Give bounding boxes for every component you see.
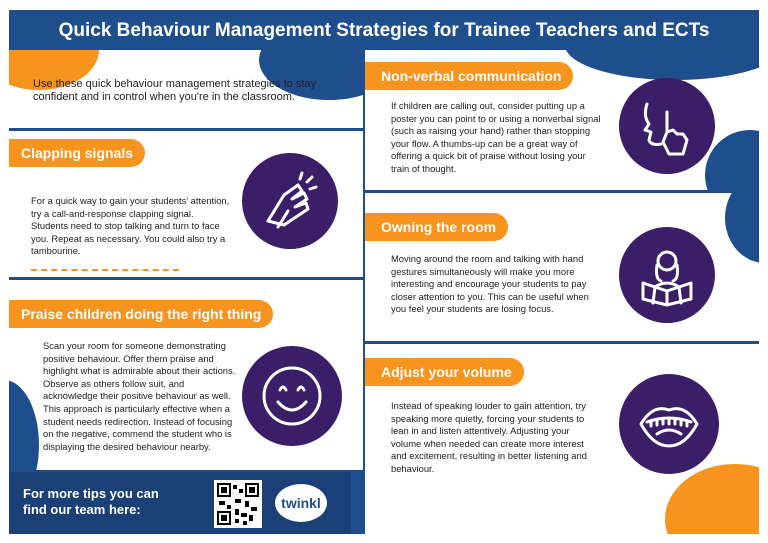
volume-panel	[365, 344, 759, 534]
hush-finger-icon	[619, 78, 715, 174]
decor-blob	[565, 50, 759, 80]
page-title: Quick Behaviour Management Strategies for Trainee Teachers and ECTs	[58, 20, 710, 41]
praise-panel	[9, 280, 363, 470]
volume-body: Instead of speaking louder to gain attention, try speaking more quietly, forcing your students to lean in and listen attentively. Adjusting your volume when needed can create more interest and excitement, resulting in better listening and behaviour.	[391, 400, 587, 474]
footer	[9, 472, 351, 534]
open-mouth-icon	[619, 374, 719, 474]
qr-code[interactable]	[214, 480, 262, 528]
nonverbal-panel	[365, 50, 759, 190]
decor-blob	[665, 464, 759, 534]
volume-heading: Adjust your volume	[365, 358, 524, 386]
owning-panel	[365, 193, 759, 341]
logo-text: twinkl	[281, 495, 321, 511]
owning-body: Moving around the room and talking with hand gestures simultaneously will make you more interesting and encourage your students to pay closer attention to you. This can be useful when you feel your students are losing focus.	[391, 253, 589, 315]
clapping-hands-icon	[242, 153, 338, 249]
dashed-divider	[31, 269, 179, 271]
intro-panel	[9, 50, 363, 128]
poster-frame	[9, 10, 759, 534]
twinkl-logo	[275, 484, 327, 522]
clapping-panel	[9, 131, 363, 277]
owning-heading: Owning the room	[365, 213, 508, 241]
praise-heading: Praise children doing the right thing	[9, 300, 273, 328]
footer-text: For more tips you can find our team here:	[23, 486, 159, 517]
clapping-body: For a quick way to gain your students' attention, try a call-and-response clapping signal. Students need to stop talking and turn to face you. Repeat as necessary. You could also try a tambourine.	[31, 195, 230, 257]
smiley-face-icon	[242, 346, 342, 446]
nonverbal-body: If children are calling out, consider putting up a poster you can point to or using a nonverbal signal (such as raising your hand) rather than stopping your flow. A thumbs-up can be a great way of offering a quick bit of praise without losing your train of thought.	[391, 100, 601, 174]
decor-blob	[9, 380, 39, 470]
decor-blob	[725, 193, 759, 263]
teacher-reading-icon	[619, 227, 715, 323]
clapping-heading: Clapping signals	[9, 139, 145, 167]
praise-body: Scan your room for someone demonstrating positive behaviour. Offer them praise and highlight what is admirable about their actions. Observe as others follow suit, and acknowledge their positive behaviour as well. This approach is particularly effective when a student needs redirection. Instead of focusing on the negative, commend the student who is displaying the desired behaviour nearby.	[43, 340, 236, 452]
nonverbal-heading: Non-verbal communication	[365, 62, 573, 90]
intro-text: Use these quick behaviour management strategies to stay confident and in control when you're in the classroom.	[33, 78, 317, 103]
